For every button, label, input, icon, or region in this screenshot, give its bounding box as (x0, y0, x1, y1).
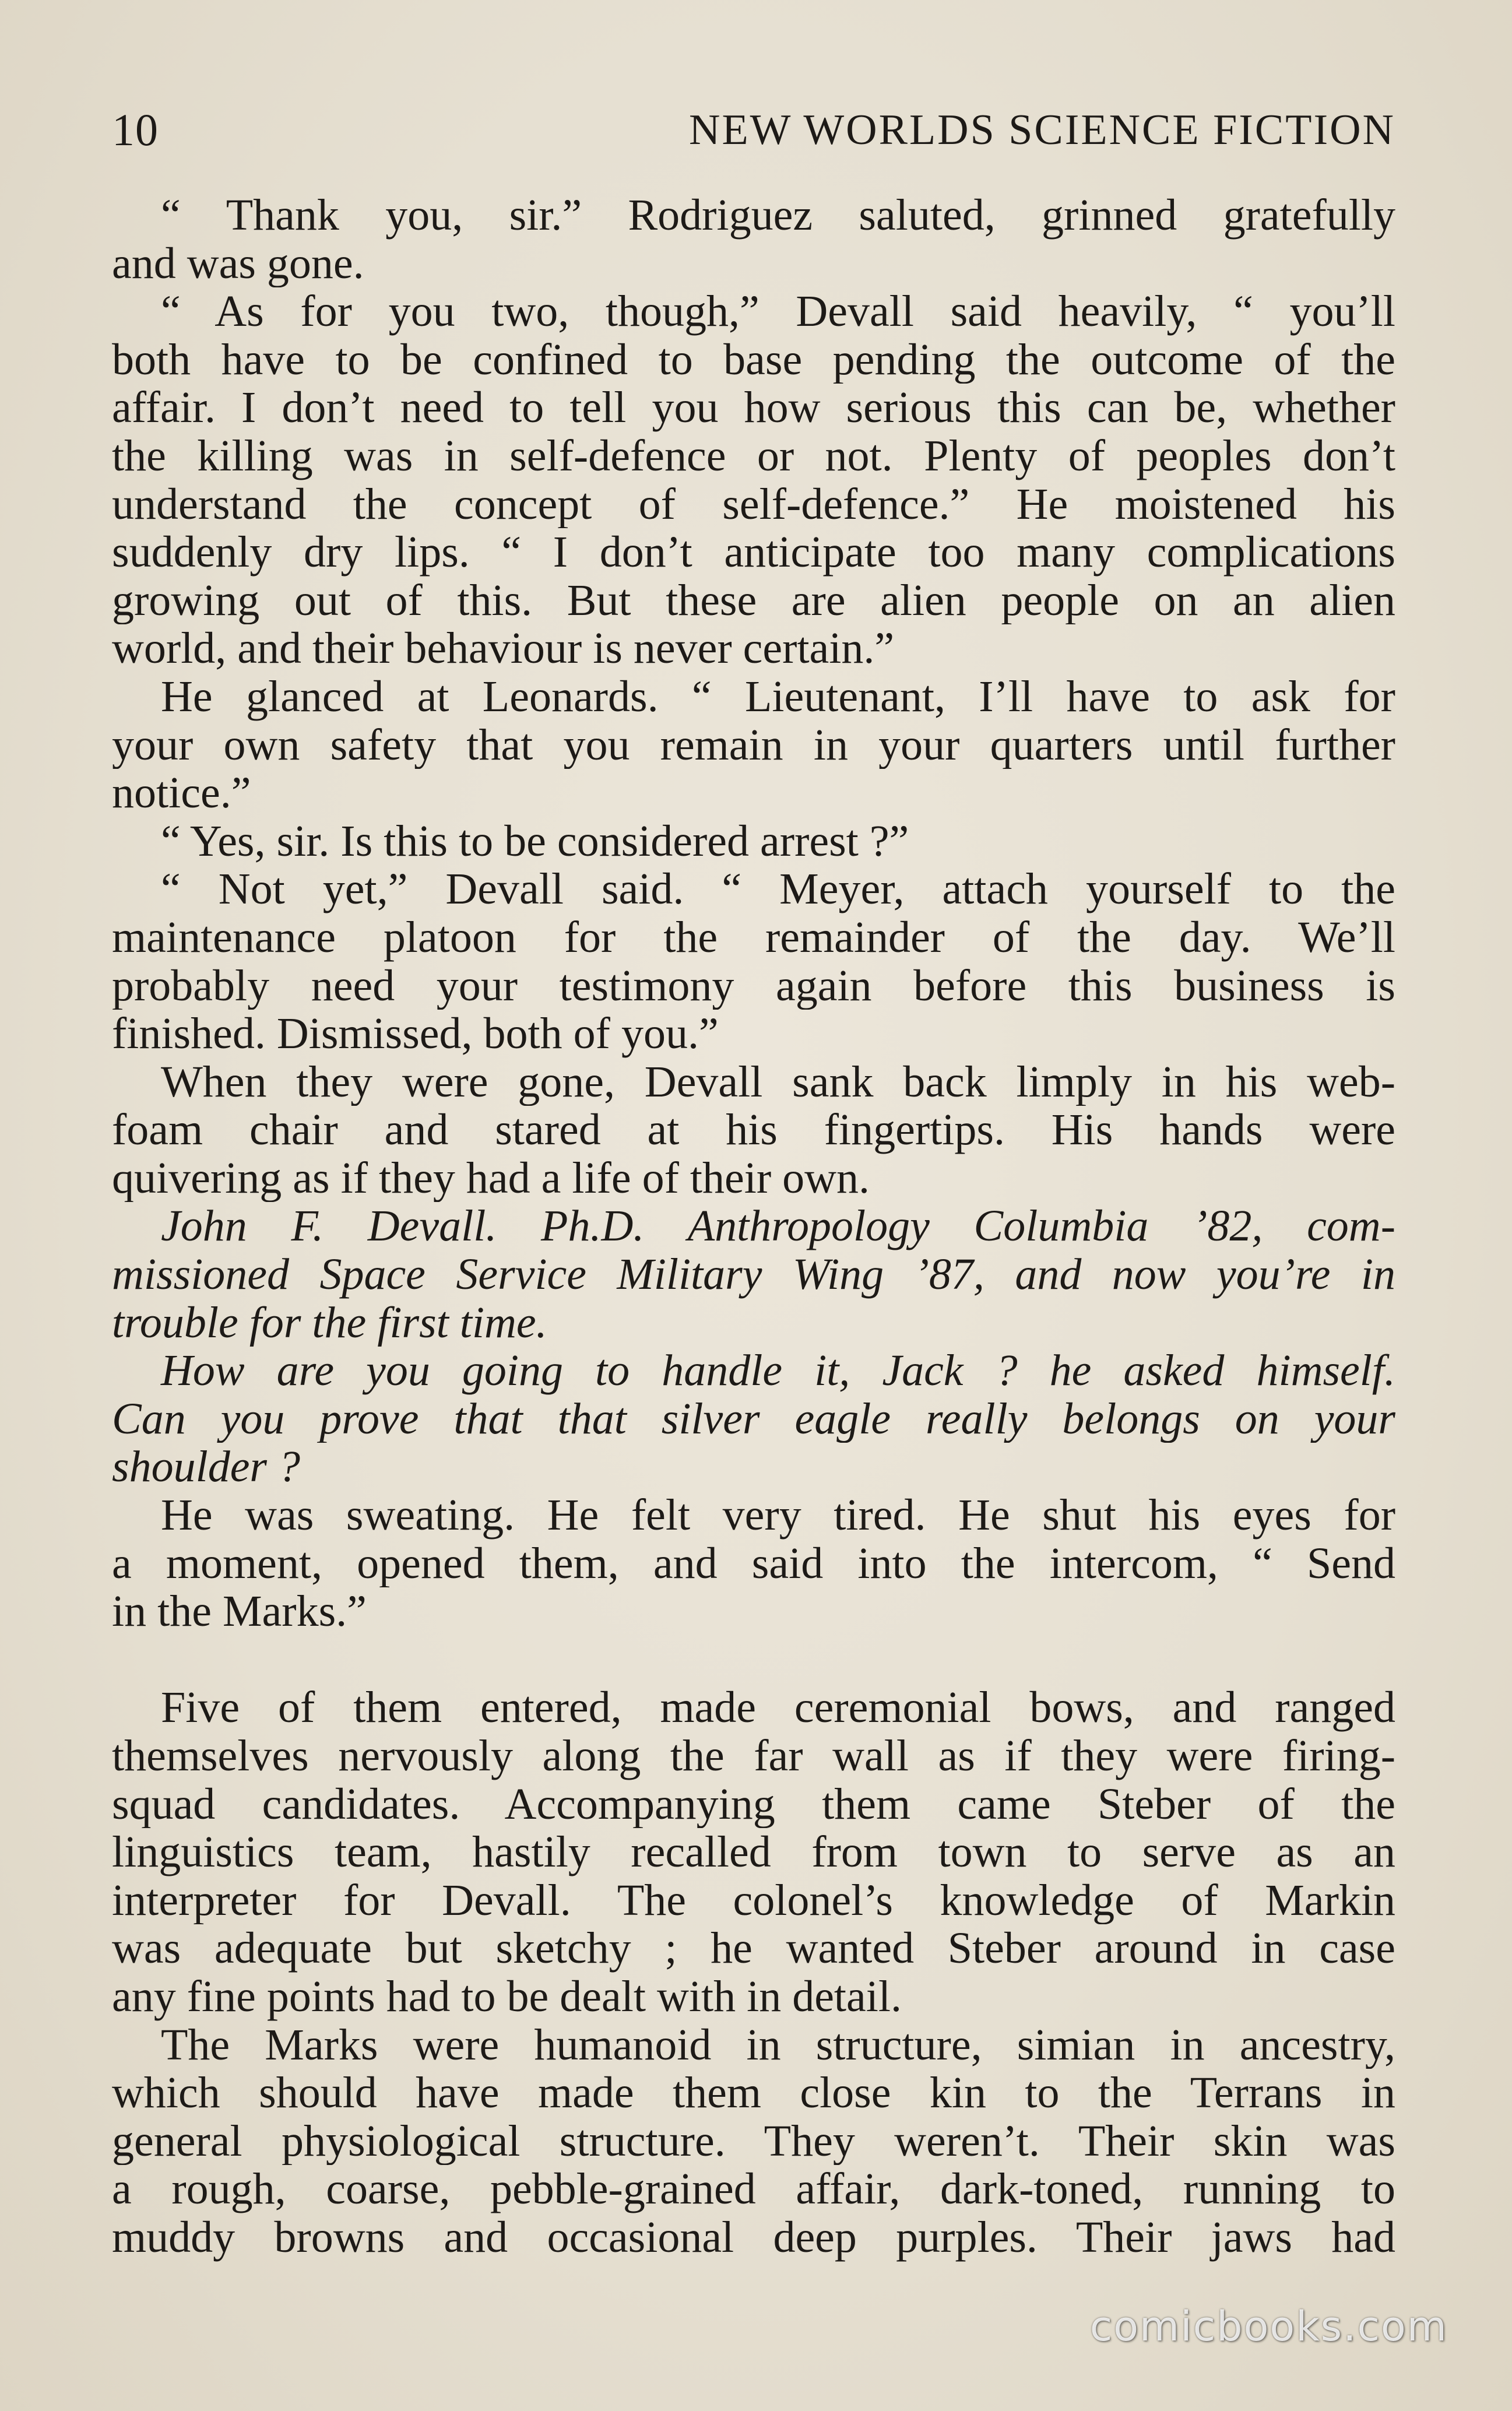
text-line: themselves nervously along the far wall as if they were firing- (112, 1732, 1395, 1780)
text-line: foam chair and stared at his fingertips. His hands were (112, 1106, 1395, 1154)
text-line: linguistics team, hastily recalled from town to serve as an (112, 1828, 1395, 1876)
text-line: suddenly dry lips. “ I don’t anticipate too many complications (112, 528, 1395, 577)
text-line: muddy browns and occasional deep purples. Their jaws had (112, 2213, 1395, 2262)
text-line: John F. Devall. Ph.D. Anthropology Columbia ’82, com- (161, 1202, 1395, 1251)
text-line: “ Thank you, sir.” Rodriguez saluted, grinned gratefully (161, 191, 1395, 240)
text-line: missioned Space Service Military Wing ’87, and now you’re in (112, 1250, 1395, 1299)
text-line: any fine points had to be dealt with in detail. (112, 1972, 902, 2021)
text-line: affair. I don’t need to tell you how serious this can be, whether (112, 384, 1395, 432)
section-break (112, 1636, 1395, 1684)
text-line: “ As for you two, though,” Devall said heavily, “ you’ll (161, 287, 1395, 336)
text-line: interpreter for Devall. The colonel’s knowledge of Markin (112, 1876, 1395, 1925)
text-line: quivering as if they had a life of their own. (112, 1154, 870, 1203)
page-number: 10 (112, 104, 159, 155)
text-line: which should have made them close kin to the Terrans in (112, 2069, 1395, 2117)
text-line: He glanced at Leonards. “ Lieutenant, I’ll have to ask for (161, 672, 1395, 721)
text-line: world, and their behaviour is never certain.” (112, 624, 895, 673)
text-line: your own safety that you remain in your quarters until further (112, 721, 1395, 769)
text-line: squad candidates. Accompanying them came Steber of the (112, 1780, 1395, 1829)
text-line: He was sweating. He felt very tired. He shut his eyes for (161, 1491, 1395, 1540)
text-line: both have to be confined to base pending the outcome of the (112, 335, 1395, 384)
running-title: NEW WORLDS SCIENCE FICTION (689, 106, 1395, 154)
text-line: notice.” (112, 769, 251, 817)
text-line: and was gone. (112, 239, 364, 288)
text-line: How are you going to handle it, Jack ? he asked himself. (161, 1347, 1395, 1395)
page-header (112, 98, 1395, 162)
watermark: comicbooks.com (1089, 2303, 1448, 2350)
text-line: in the Marks.” (112, 1587, 367, 1636)
text-line: maintenance platoon for the remainder of the day. We’ll (112, 913, 1395, 962)
text-line: a rough, coarse, pebble-grained affair, dark-toned, running to (112, 2165, 1395, 2213)
text-line: When they were gone, Devall sank back limply in his web- (161, 1057, 1395, 1106)
text-line: understand the concept of self-defence.” He moistened his (112, 480, 1395, 529)
text-line: general physiological structure. They weren’t. Their skin was (112, 2117, 1395, 2166)
text-line: probably need your testimony again before this business is (112, 961, 1395, 1010)
text-line: “ Yes, sir. Is this to be considered arrest ?” (161, 817, 909, 866)
text-line: the killing was in self-defence or not. Plenty of peoples don’t (112, 431, 1395, 480)
text-line: a moment, opened them, and said into the intercom, “ Send (112, 1539, 1395, 1588)
text-line: Five of them entered, made ceremonial bows, and ranged (161, 1684, 1395, 1732)
text-line: “ Not yet,” Devall said. “ Meyer, attach yourself to the (161, 865, 1395, 913)
text-line: finished. Dismissed, both of you.” (112, 1010, 719, 1058)
text-line: Can you prove that that silver eagle really belongs on your (112, 1394, 1395, 1443)
text-line: growing out of this. But these are alien people on an alien (112, 576, 1395, 625)
body-text (112, 191, 1395, 2262)
text-line: was adequate but sketchy ; he wanted Steber around in case (112, 1924, 1395, 1973)
text-line: trouble for the first time. (112, 1298, 547, 1347)
text-line: The Marks were humanoid in structure, simian in ancestry, (161, 2020, 1395, 2069)
text-line: shoulder ? (112, 1443, 300, 1492)
